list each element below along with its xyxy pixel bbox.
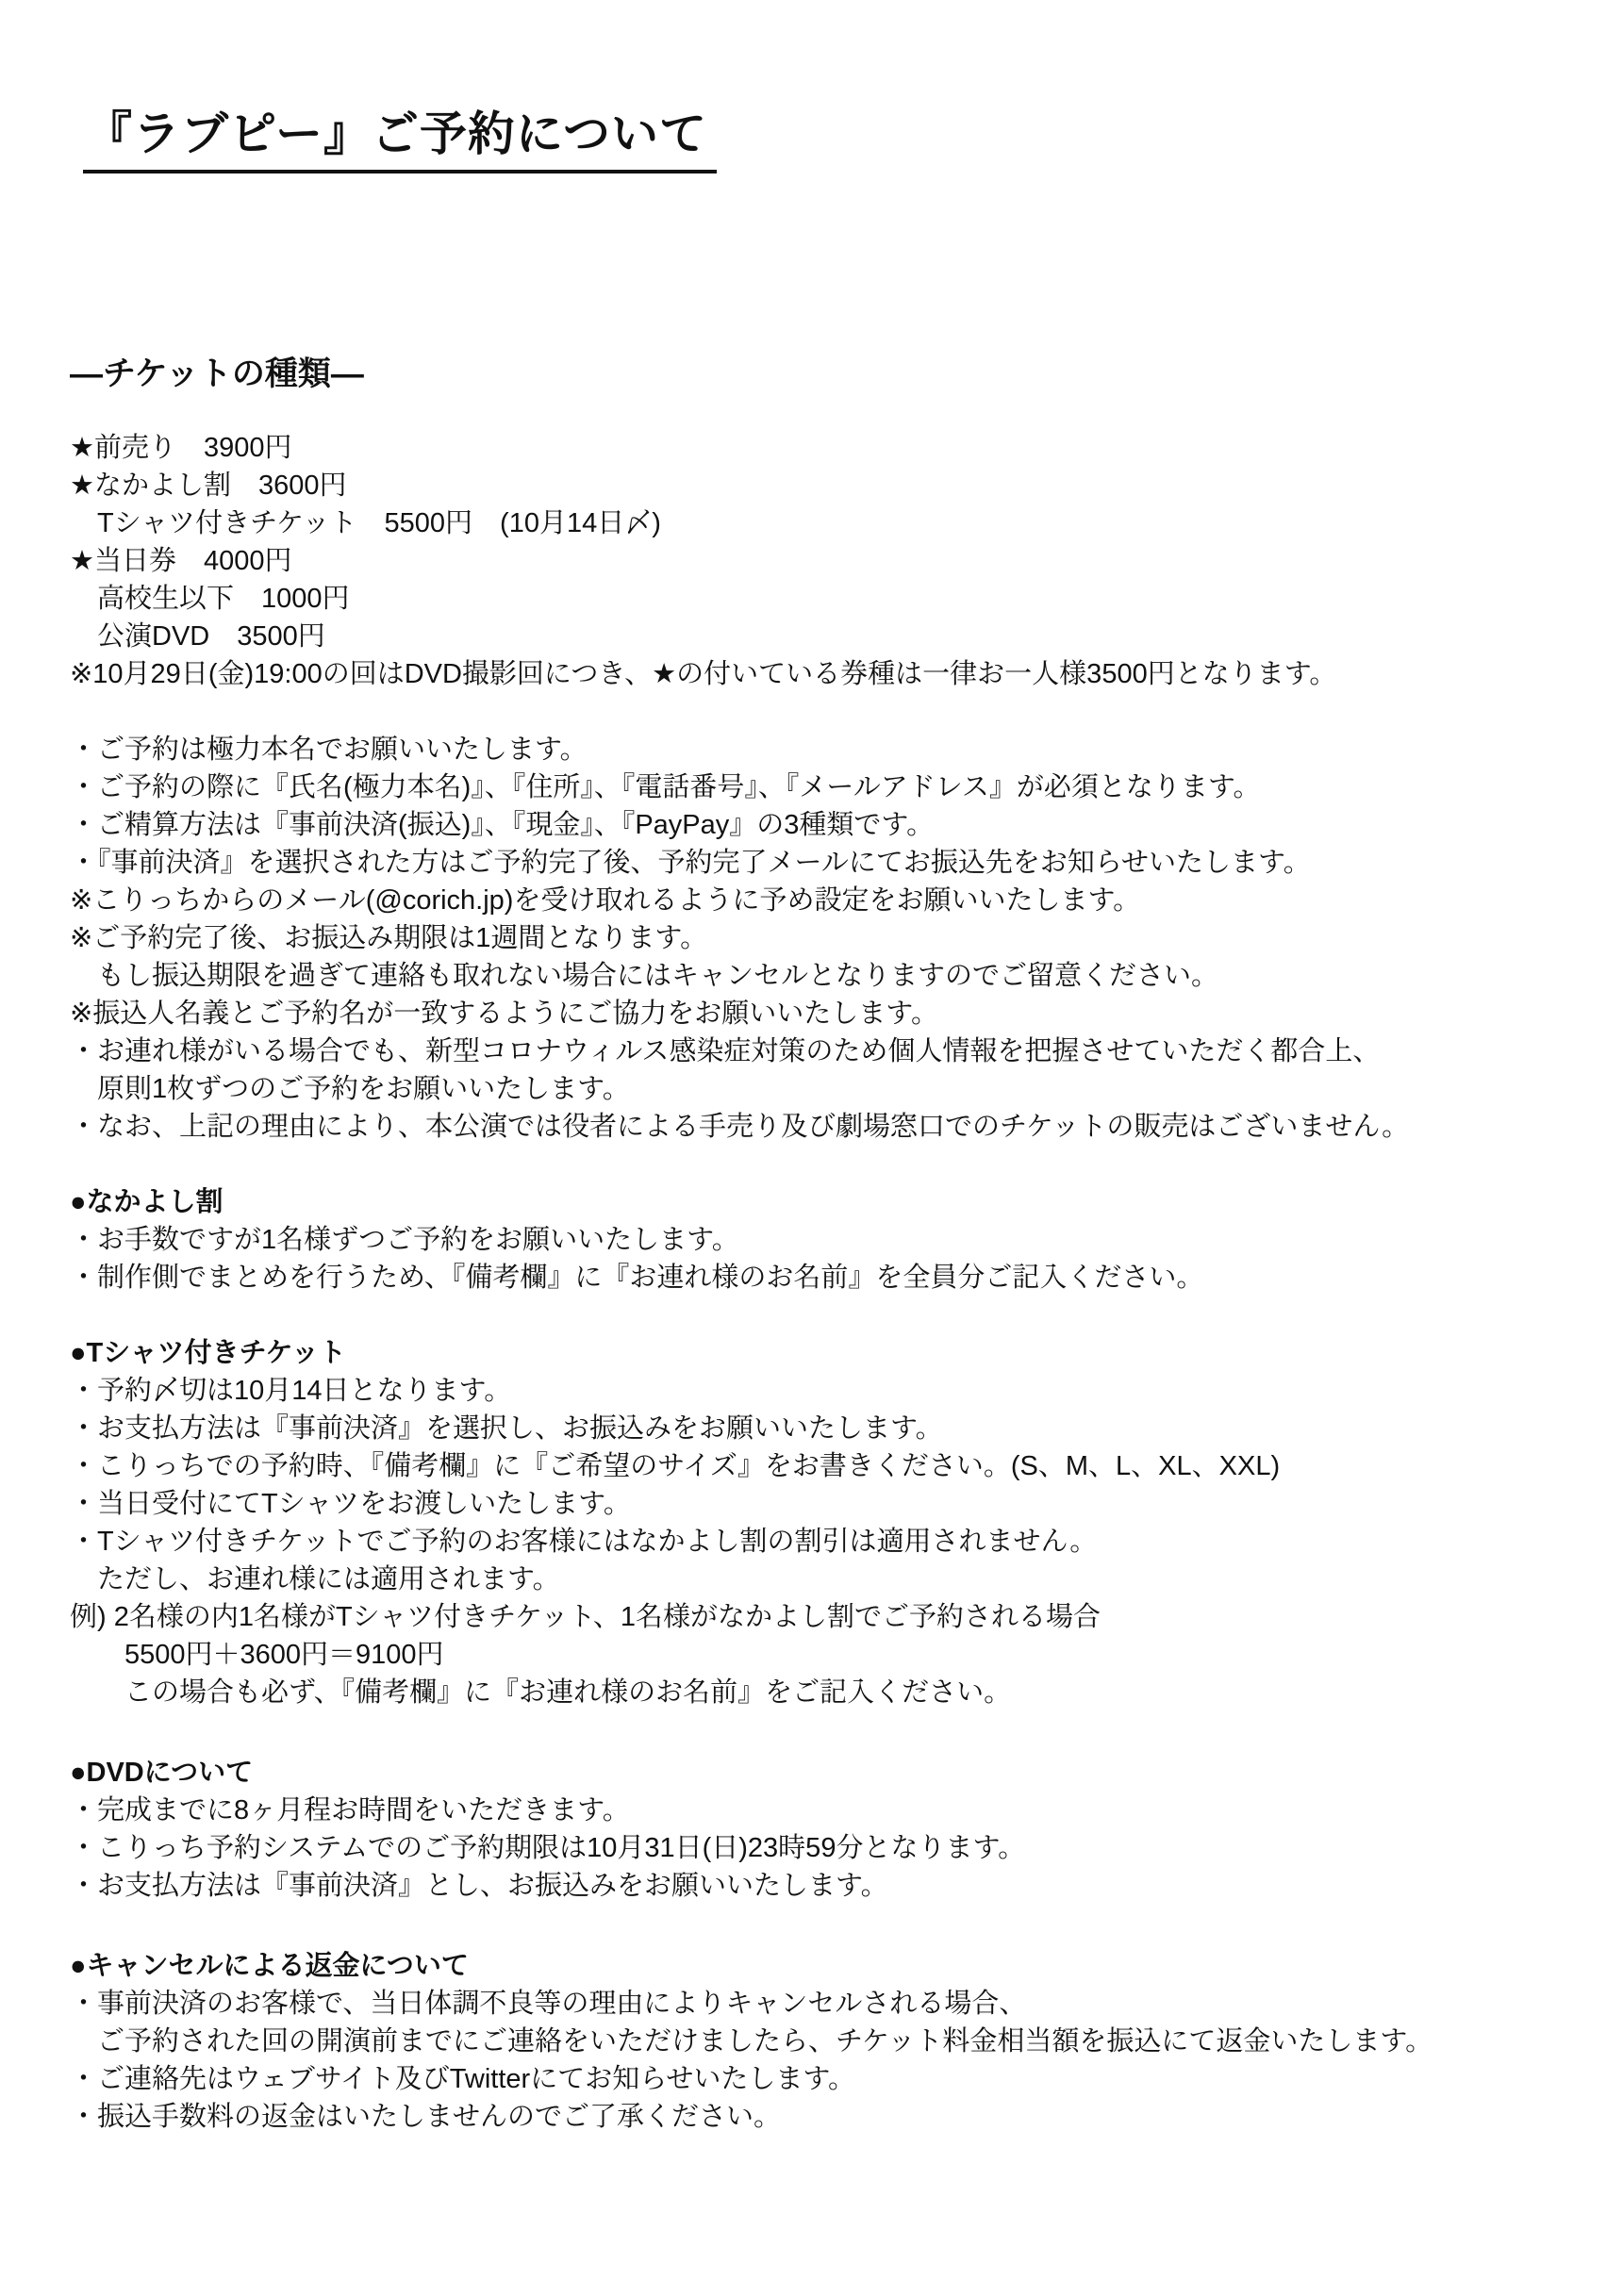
dvd-section	[70, 1754, 1585, 1905]
document-title: 『ラブピー』ご予約について	[83, 106, 717, 173]
ticket-line: ★なかよし割 3600円	[70, 471, 347, 501]
general-notes	[70, 731, 1585, 1146]
nakayoshi-line: ・お手数ですが1名様ずつご予約をお願いいたします。	[70, 1225, 739, 1255]
note-line: ・ご予約は極力本名でお願いいたします。	[70, 735, 588, 765]
ticket-line: Tシャツ付きチケット 5500円 (10月14日〆)	[70, 508, 661, 538]
dvd-line: ・完成までに8ヶ月程お時間をいただきます。	[70, 1795, 630, 1825]
cancel-section	[70, 1947, 1585, 2136]
tshirt-line: ただし、お連れ様には適用されます。	[70, 1564, 560, 1594]
note-line: もし振込期限を過ぎて連絡も取れない場合にはキャンセルとなりますのでご留意ください。	[70, 961, 1219, 991]
dvd-line: ・こりっち予約システムでのご予約期限は10月31日(日)23時59分となります。	[70, 1833, 1026, 1863]
note-line: ・『事前決済』を選択された方はご予約完了後、予約完了メールにてお振込先をお知らせいたします。	[70, 848, 1311, 878]
dvd-heading: ●DVDについて	[70, 1758, 254, 1788]
cancel-heading: ●キャンセルによる返金について	[70, 1951, 469, 1981]
ticket-line: ★前売り 3900円	[70, 433, 292, 463]
tshirt-line: ・予約〆切は10月14日となります。	[70, 1376, 512, 1406]
note-line: ・なお、上記の理由により、本公演では役者による手売り及び劇場窓口でのチケットの販売はございません。	[70, 1112, 1410, 1142]
cancel-line: ご予約された回の開演前までにご連絡をいただけましたら、チケット料金相当額を振込にて返金いたします。	[70, 2026, 1433, 2056]
tshirt-section	[70, 1334, 1585, 1711]
tshirt-line: ・Tシャツ付きチケットでご予約のお客様にはなかよし割の割引は適用されません。	[70, 1527, 1098, 1557]
ticket-types-heading: ―チケットの種類―	[70, 355, 364, 392]
note-line: ※ご予約完了後、お振込み期限は1週間となります。	[70, 923, 708, 953]
tshirt-example-line: この場合も必ず、『備考欄』に『お連れ様のお名前』をご記入ください。	[70, 1677, 1012, 1708]
cancel-line: ・事前決済のお客様で、当日体調不良等の理由によりキャンセルされる場合、	[70, 1989, 1027, 2019]
note-line: ※こりっちからのメール(@corich.jp)を受け取れるように予め設定をお願いいたします。	[70, 885, 1141, 916]
tshirt-example-line: 5500円＋3600円＝9100円	[70, 1640, 444, 1670]
dvd-line: ・お支払方法は『事前決済』とし、お振込みをお願いいたします。	[70, 1871, 888, 1901]
note-line: 原則1枚ずつのご予約をお願いいたします。	[70, 1074, 630, 1104]
cancel-line: ・振込手数料の返金はいたしませんのでご了承ください。	[70, 2102, 782, 2132]
tshirt-heading: ●Tシャツ付きチケット	[70, 1338, 347, 1368]
note-line: ・ご精算方法は『事前決済(振込)』、『現金』、『PayPay』の3種類です。	[70, 810, 935, 840]
ticket-types-list	[70, 429, 1585, 693]
note-line: ・お連れ様がいる場合でも、新型コロナウィルス感染症対策のため個人情報を把握させていただく都合上、	[70, 1036, 1381, 1066]
tshirt-line: ・当日受付にてTシャツをお渡しいたします。	[70, 1489, 631, 1519]
cancel-line: ・ご連絡先はウェブサイト及びTwitterにてお知らせいたします。	[70, 2064, 856, 2094]
tshirt-line: ・お支払方法は『事前決済』を選択し、お振込みをお願いいたします。	[70, 1413, 943, 1444]
tshirt-line: ・こりっちでの予約時、『備考欄』に『ご希望のサイズ』をお書きください。(S、M、L、XL、XXL)	[70, 1451, 1281, 1481]
note-line: ※振込人名義とご予約名が一致するようにご協力をお願いいたします。	[70, 999, 938, 1029]
tshirt-example-line: 例) 2名様の内1名様がTシャツ付きチケット、1名様がなかよし割でご予約される場合	[70, 1602, 1101, 1632]
ticket-line: 公演DVD 3500円	[70, 621, 325, 652]
nakayoshi-section	[70, 1183, 1585, 1297]
nakayoshi-heading: ●なかよし割	[70, 1187, 224, 1217]
nakayoshi-line: ・制作側でまとめを行うため、『備考欄』に『お連れ様のお名前』を全員分ご記入ください。	[70, 1263, 1204, 1293]
ticket-note-line: ※10月29日(金)19:00の回はDVD撮影回につき、★の付いている券種は一律お一人様3500円となります。	[70, 659, 1337, 689]
note-line: ・ご予約の際に『氏名(極力本名)』、『住所』、『電話番号』、『メールアドレス』が必須となります。	[70, 772, 1261, 802]
ticket-line: ★当日券 4000円	[70, 546, 292, 576]
ticket-line: 高校生以下 1000円	[70, 584, 350, 614]
